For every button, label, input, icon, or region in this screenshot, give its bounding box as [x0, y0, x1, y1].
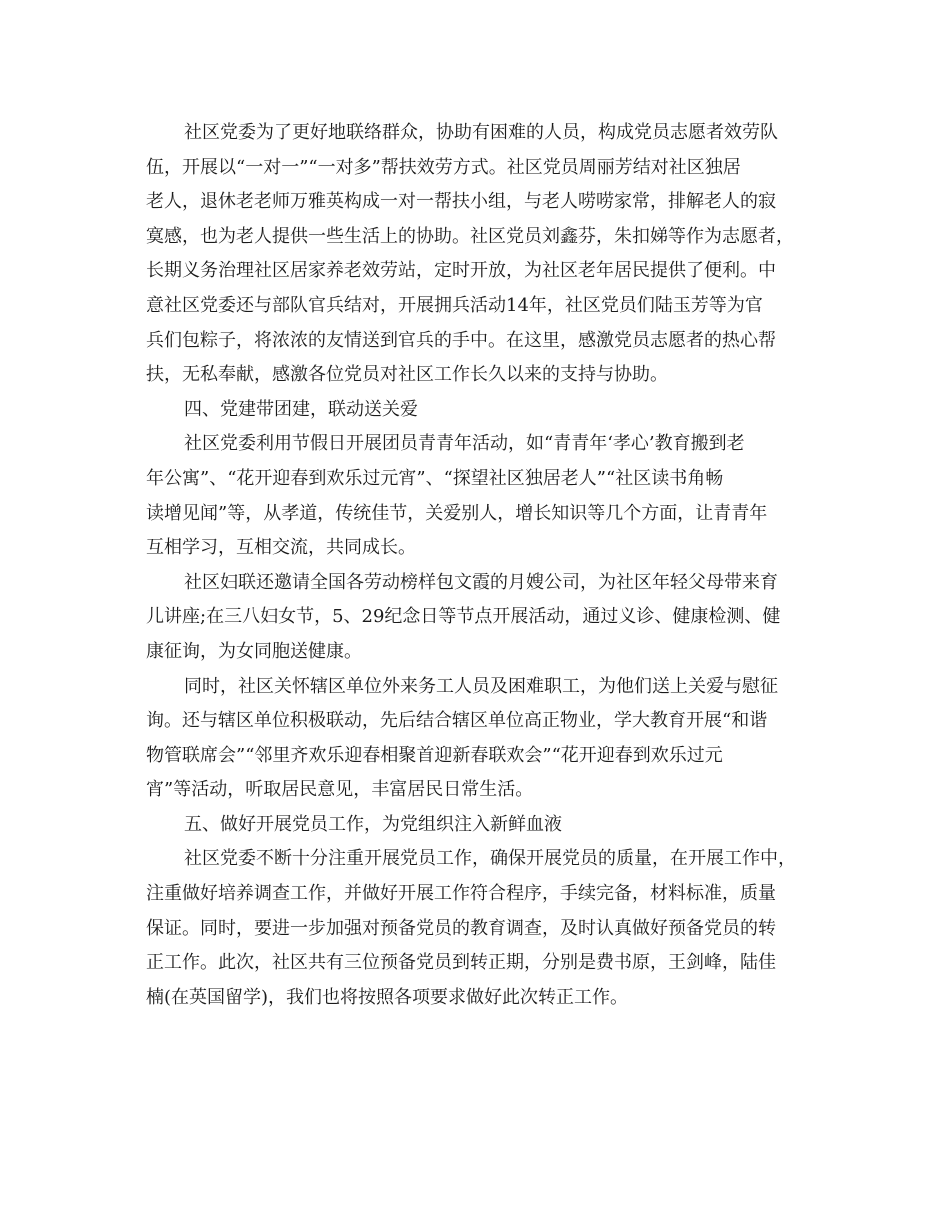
text-line: 询。还与辖区单位积极联动，先后结合辖区单位高正物业，学大教育开展“和谐	[146, 710, 768, 732]
document-body	[146, 116, 806, 1015]
text-line: 社区党委为了更好地联络群众，协助有困难的人员，构成党员志愿者效劳队	[184, 122, 778, 143]
text-line: 互相学习，互相交流，共同成长。	[146, 537, 416, 559]
text-line: 四、党建带团建，联动送关爱	[184, 398, 418, 420]
text-line: 宵”等活动，听取居民意见，丰富居民日常生活。	[146, 779, 534, 801]
text-line: 长期义务治理社区居家养老效劳站，定时开放，为社区老年居民提供了便利。中	[146, 260, 776, 282]
text-line: 注重做好培养调查工作，并做好开展工作符合程序，手续完备，材料标准，质量	[146, 883, 776, 905]
text-line: 寞感，也为老人提供一些生活上的协助。社区党员刘鑫芬，朱扣娣等作为志愿者，	[146, 225, 794, 247]
text-line: 社区党委利用节假日开展团员青青年活动，如“青青年‘孝心’教育搬到老	[184, 433, 745, 455]
text-line: 社区党委不断十分注重开展党员工作，确保开展党员的质量，在开展工作中，	[184, 848, 796, 870]
text-line: 康征询，为女同胞送健康。	[146, 640, 362, 662]
text-line: 意社区党委还与部队官兵结对，开展拥兵活动14年，社区党员们陆玉芳等为官	[146, 294, 763, 316]
text-line: 扶，无私奉献，感激各位党员对社区工作长久以来的支持与协助。	[146, 364, 668, 386]
text-line: 老人，退休老老师万雅英构成一对一帮扶小组，与老人唠唠家常，排解老人的寂	[146, 191, 776, 213]
text-line: 伍，开展以“一对一”“一对多”帮扶效劳方式。社区党员周丽芳结对社区独居	[146, 156, 741, 178]
text-line: 保证。同时，要进一步加强对预备党员的教育调查，及时认真做好预备党员的转	[146, 917, 776, 939]
text-line: 正工作。此次，社区共有三位预备党员到转正期，分别是费书原，王剑峰，陆佳	[146, 952, 776, 974]
text-line: 儿讲座;在三八妇女节，5、29纪念日等节点开展活动，通过义诊、健康检测、健	[146, 606, 781, 628]
text-line: 社区妇联还邀请全国各劳动榜样包文霞的月嫂公司，为社区年轻父母带来育	[184, 571, 778, 593]
text-line: 同时，社区关怀辖区单位外来务工人员及困难职工，为他们送上关爱与慰征	[184, 675, 778, 697]
text-line: 读增见闻”等，从孝道，传统佳节，关爱别人，增长知识等几个方面，让青青年	[146, 502, 768, 524]
text-line: 物管联席会”“邻里齐欢乐迎春相聚首迎新春联欢会”“花开迎春到欢乐过元	[146, 744, 723, 766]
text-line: 年公寓”、“花开迎春到欢乐过元宵”、“探望社区独居老人”“社区读书角畅	[146, 467, 724, 489]
text-line: 楠(在英国留学)，我们也将按照各项要求做好此次转正工作。	[146, 986, 629, 1008]
text-line: 五、做好开展党员工作，为党组织注入新鲜血液	[184, 813, 562, 835]
text-line: 兵们包粽子，将浓浓的友情送到官兵的手中。在这里，感激党员志愿者的热心帮	[146, 329, 776, 351]
